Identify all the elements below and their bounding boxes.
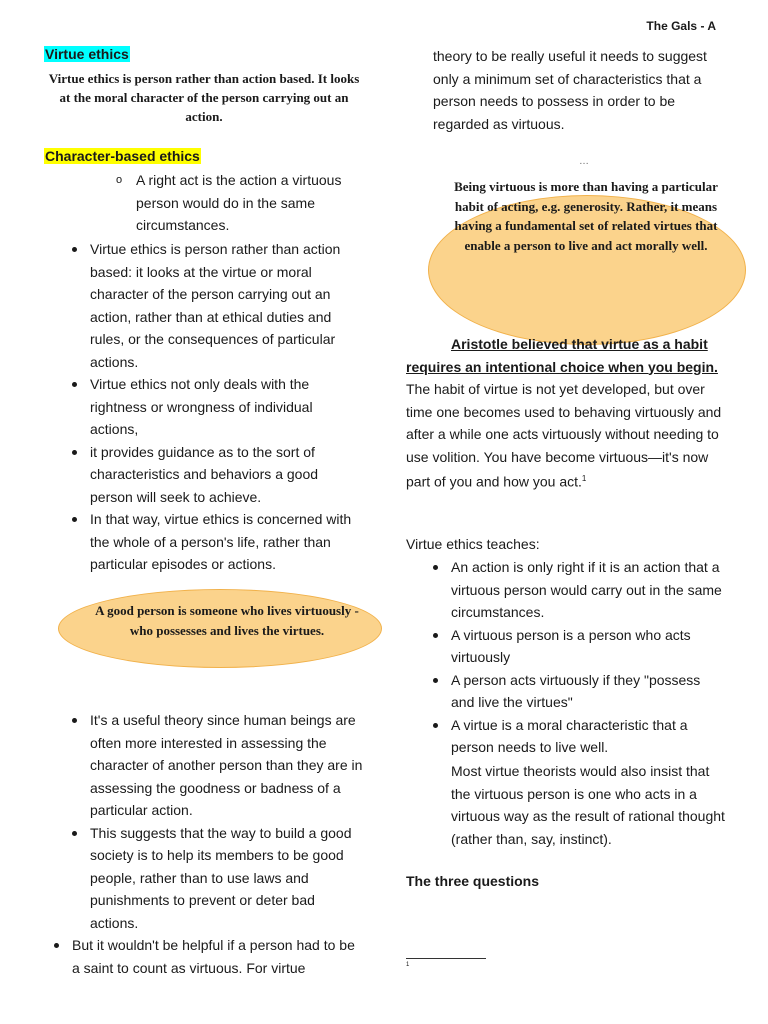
aristotle-rest: The habit of virtue is not yet developed, but over time one becomes used to behaving virtuously and after a while one acts virtuously without needing to use volition. You have become virtuous—it's now part of you and how you act. (406, 381, 722, 490)
list-item: An action is only right if it is an action that a virtuous person would carry out in the same circumstances. (451, 556, 726, 624)
footnote-separator (406, 958, 486, 959)
list-item: But it wouldn't be helpful if a person had to be a saint to count as virtuous. For virtue (72, 934, 362, 979)
footnote-number: 1 (406, 962, 410, 968)
page-header: The Gals - A (646, 19, 716, 33)
heading-virtue-ethics-text: Virtue ethics (45, 46, 129, 62)
sub-list (136, 169, 376, 237)
list-item: It's a useful theory since human beings are often more interested in assessing the character of another person than they are in assessing the goodness or badness of a particular action. (90, 709, 365, 822)
callout-text-left: A good person is someone who lives virtuously - who possesses and lives the virtues. (95, 603, 359, 638)
sub-list-item: o A right act is the action a virtuous person would do in the same circumstances. (136, 169, 376, 237)
footnote-ref: 1 (581, 474, 587, 483)
ellipsis-marker: … (579, 156, 589, 167)
teaches-list (451, 556, 726, 759)
list-item: A person acts virtuously if they "possess and live the virtues" (451, 669, 726, 714)
heading-character-based-text: Character-based ethics (45, 148, 200, 164)
theorists-paragraph: Most virtue theorists would also insist that the virtuous person is one who acts in a virtuous way as the result of rational thought (rather than, say, instinct). (451, 763, 725, 847)
callout-text-right: Being virtuous is more than having a particular habit of acting, e.g. generosity. Rather, it means having a fundamental set of related virtues that enable a person to live and act morally well. (454, 179, 718, 253)
aristotle-paragraph (406, 333, 726, 493)
heading-virtue-ethics (44, 46, 130, 64)
list-item: This suggests that the way to build a good society is to help its members to be good people, rather than to use laws and punishments to prevent or deter bad actions. (90, 822, 365, 935)
list-item: Virtue ethics is person rather than action based: it looks at the virtue or moral character of the person carrying out an action, rather than at ethical duties and rules, or the consequences of particular actions. (90, 238, 362, 373)
heading-character-based (44, 148, 201, 166)
continuation-paragraph: theory to be really useful it needs to suggest only a minimum set of characteristics that a person needs to possess in order to be regarded as virtuous. (433, 48, 707, 132)
bullet-list-1 (90, 238, 362, 576)
bullet-list-3 (72, 934, 362, 979)
list-item: In that way, virtue ethics is concerned with the whole of a person's life, rather than particular episodes or actions. (90, 508, 362, 576)
list-item: A virtuous person is a person who acts virtuously (451, 624, 726, 669)
intro-paragraph: Virtue ethics is person rather than action based. It looks at the moral character of the person carrying out an action. (48, 71, 360, 124)
bullet-list-2 (90, 709, 365, 934)
three-questions-heading: The three questions (406, 873, 540, 889)
teaches-label: Virtue ethics teaches: (406, 536, 540, 552)
aristotle-bold: Aristotle believed that virtue as a habit requires an intentional choice when you begin. (406, 336, 718, 375)
list-item: it provides guidance as to the sort of characteristics and behaviors a good person will seek to achieve. (90, 441, 362, 509)
list-item: A virtue is a moral characteristic that a person needs to live well. (451, 714, 726, 759)
list-item: Virtue ethics not only deals with the rightness or wrongness of individual actions, (90, 373, 362, 441)
